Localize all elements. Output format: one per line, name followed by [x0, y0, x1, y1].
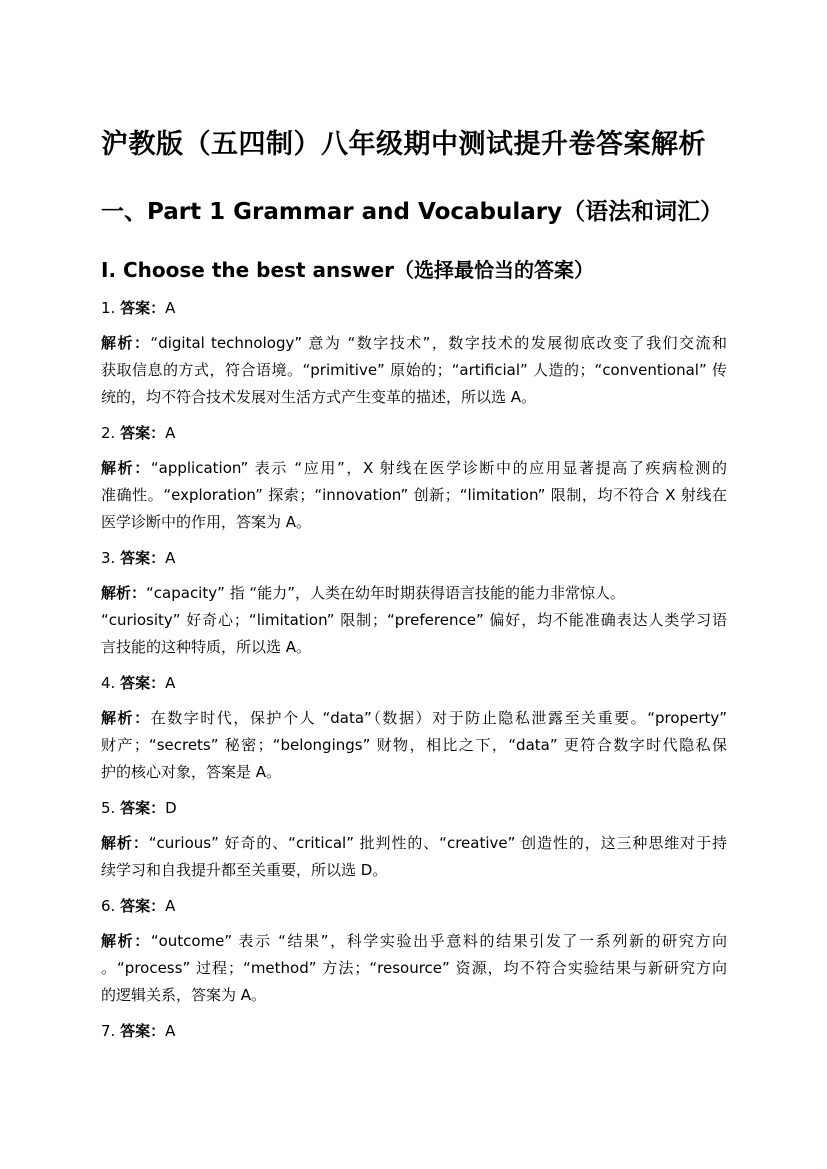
answer-value: A [165, 299, 176, 317]
answer-value: A [165, 549, 176, 567]
analysis-line: 医学诊断中的作用，答案为 A。 [101, 513, 312, 531]
analysis-text: “curious” 好奇的、“critical” 批判性的、“creative” 创造性的，这三种思维对于持 [148, 834, 727, 852]
question-2-answer [101, 422, 175, 443]
question-4-analysis [101, 705, 727, 786]
subsection-title: I. Choose the best answer（选择最恰当的答案） [101, 258, 595, 282]
analysis-text: “outcome” 表示 “结果”，科学实验出乎意料的结果引发了一系列新的研究方向 [150, 932, 727, 950]
analysis-label: 解析： [101, 459, 151, 477]
analysis-text: “capacity” 指 “能力”，人类在幼年时期获得语言技能的能力非常惊人。 [146, 584, 625, 602]
answer-label: 答案： [120, 1022, 166, 1040]
analysis-label: 解析： [101, 834, 149, 852]
question-number: 1. [101, 299, 116, 317]
question-2-analysis [101, 455, 727, 536]
question-3-analysis [101, 580, 727, 661]
analysis-line: 的逻辑关系，答案为 A。 [101, 986, 267, 1004]
question-number: 5. [101, 799, 116, 817]
answer-value: D [165, 799, 177, 817]
analysis-line: 获取信息的方式，符合语境。“primitive” 原始的；“artificial” 人造的；“conventional” 传 [101, 361, 727, 379]
analysis-line [101, 455, 727, 482]
question-6-answer [101, 895, 175, 916]
question-5-answer [101, 797, 177, 818]
answer-value: A [165, 424, 176, 442]
analysis-text: 在数字时代，保护个人 “data”（数据）对于防止隐私泄露至关重要。“property” [150, 709, 727, 727]
analysis-line: 护的核心对象，答案是 A。 [101, 763, 282, 781]
question-5-analysis [101, 830, 727, 884]
question-6-analysis [101, 928, 727, 1009]
analysis-line [101, 330, 727, 357]
analysis-line: 统的，均不符合技术发展对生活方式产生变革的描述，所以选 A。 [101, 388, 537, 406]
analysis-line [101, 830, 727, 857]
question-3-answer [101, 547, 175, 568]
question-number: 6. [101, 897, 116, 915]
analysis-text: “digital technology” 意为 “数字技术”，数字技术的发展彻底改变了我们交流和 [150, 334, 727, 352]
analysis-line [101, 928, 727, 955]
analysis-line: 财产；“secrets” 秘密；“belongings” 财物，相比之下，“data” 更符合数字时代隐私保 [101, 736, 727, 754]
analysis-text: “application” 表示 “应用”，X 射线在医学诊断中的应用显著提高了疾病检测的 [150, 459, 727, 477]
section-title: 一、Part 1 Grammar and Vocabulary（语法和词汇） [101, 199, 724, 225]
analysis-line: “curiosity” 好奇心；“limitation” 限制；“preference” 偏好，均不能准确表达人类学习语 [101, 611, 727, 629]
question-number: 7. [101, 1022, 116, 1040]
analysis-line: 准确性。“exploration” 探索；“innovation” 创新；“limitation” 限制，均不符合 X 射线在 [101, 486, 727, 504]
analysis-label: 解析： [101, 932, 151, 950]
analysis-label: 解析： [101, 709, 151, 727]
answer-label: 答案： [120, 799, 166, 817]
analysis-line: 续学习和自我提升都至关重要，所以选 D。 [101, 861, 388, 879]
analysis-label: 解析： [101, 584, 147, 602]
answer-label: 答案： [120, 424, 166, 442]
analysis-line [101, 705, 727, 732]
answer-label: 答案： [120, 299, 166, 317]
answer-label: 答案： [120, 549, 166, 567]
question-4-answer [101, 672, 175, 693]
question-number: 2. [101, 424, 116, 442]
analysis-line [101, 580, 727, 607]
analysis-label: 解析： [101, 334, 151, 352]
answer-label: 答案： [120, 674, 166, 692]
answer-value: A [165, 1022, 176, 1040]
question-number: 4. [101, 674, 116, 692]
document-title: 沪教版（五四制）八年级期中测试提升卷答案解析 [101, 129, 706, 160]
question-number: 3. [101, 549, 116, 567]
question-7-answer [101, 1020, 175, 1041]
answer-value: A [165, 897, 176, 915]
analysis-line: 。“process” 过程；“method” 方法；“resource” 资源，均不符合实验结果与新研究方向 [101, 959, 727, 977]
question-1-analysis [101, 330, 727, 411]
question-1-answer [101, 297, 175, 318]
answer-value: A [165, 674, 176, 692]
answer-label: 答案： [120, 897, 166, 915]
analysis-line: 言技能的这种特质，所以选 A。 [101, 638, 312, 656]
